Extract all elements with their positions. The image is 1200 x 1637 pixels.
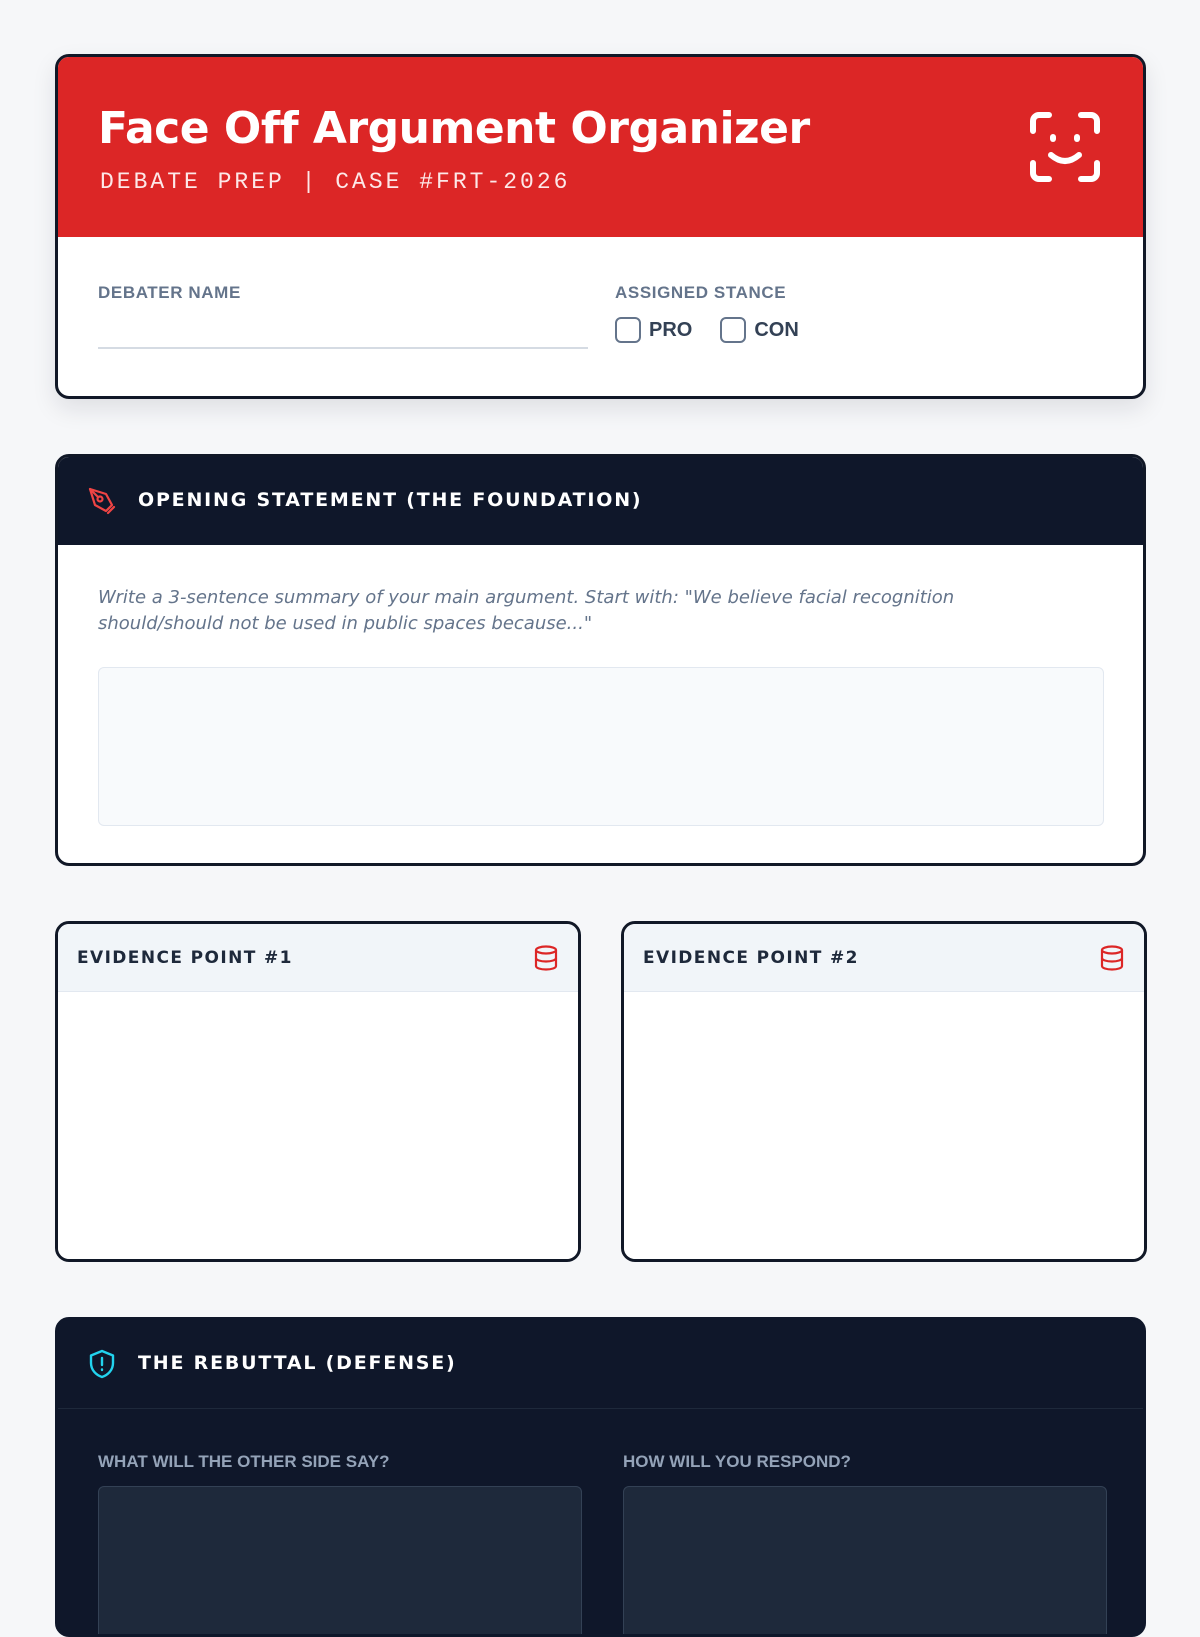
- evidence-header-2: [624, 924, 1144, 992]
- assigned-stance-label: ASSIGNED STANCE: [615, 283, 787, 302]
- page-subtitle: DEBATE PREP | CASE #FRT-2026: [100, 169, 571, 195]
- other-side-label: WHAT WILL THE OTHER SIDE SAY?: [98, 1452, 390, 1471]
- con-label: CON: [754, 318, 799, 341]
- stance-option-con[interactable]: [720, 317, 798, 343]
- pro-checkbox[interactable]: [615, 317, 641, 343]
- opening-statement-title: OPENING STATEMENT (THE FOUNDATION): [138, 489, 643, 511]
- con-checkbox[interactable]: [720, 317, 746, 343]
- opening-statement-header: [58, 457, 1143, 545]
- evidence-input-2[interactable]: [624, 992, 1144, 1259]
- rebuttal-header: [58, 1320, 1143, 1409]
- stance-options: [615, 317, 827, 343]
- stance-option-pro[interactable]: [615, 317, 692, 343]
- evidence-card-2: [621, 921, 1147, 1262]
- opening-statement-card: [55, 454, 1146, 866]
- header-banner: [58, 57, 1143, 237]
- pen-nib-icon: [86, 485, 118, 517]
- debater-name-label: DEBATER NAME: [98, 283, 241, 302]
- pro-label: PRO: [649, 318, 693, 341]
- other-side-input[interactable]: [98, 1486, 582, 1637]
- evidence-input-1[interactable]: [58, 992, 578, 1259]
- shield-alert-icon: [86, 1348, 118, 1380]
- opening-statement-input[interactable]: [98, 667, 1104, 826]
- face-scan-icon: [1029, 111, 1101, 183]
- evidence-header-1: [58, 924, 578, 992]
- response-label: HOW WILL YOU RESPOND?: [623, 1452, 851, 1471]
- database-icon: [532, 944, 560, 972]
- evidence-card-1: [55, 921, 581, 1262]
- header-card: [55, 54, 1146, 399]
- database-icon: [1098, 944, 1126, 972]
- debater-name-input[interactable]: [98, 313, 588, 349]
- response-input[interactable]: [623, 1486, 1107, 1637]
- page-title: Face Off Argument Organizer: [98, 103, 810, 154]
- rebuttal-title: THE REBUTTAL (DEFENSE): [138, 1352, 457, 1374]
- evidence-title-2: EVIDENCE POINT #2: [643, 948, 859, 968]
- rebuttal-card: [55, 1317, 1146, 1637]
- opening-statement-prompt: Write a 3-sentence summary of your main argument. Start with: "We believe facial recognition should/should not be used in public spaces because...": [98, 587, 955, 634]
- evidence-title-1: EVIDENCE POINT #1: [77, 948, 293, 968]
